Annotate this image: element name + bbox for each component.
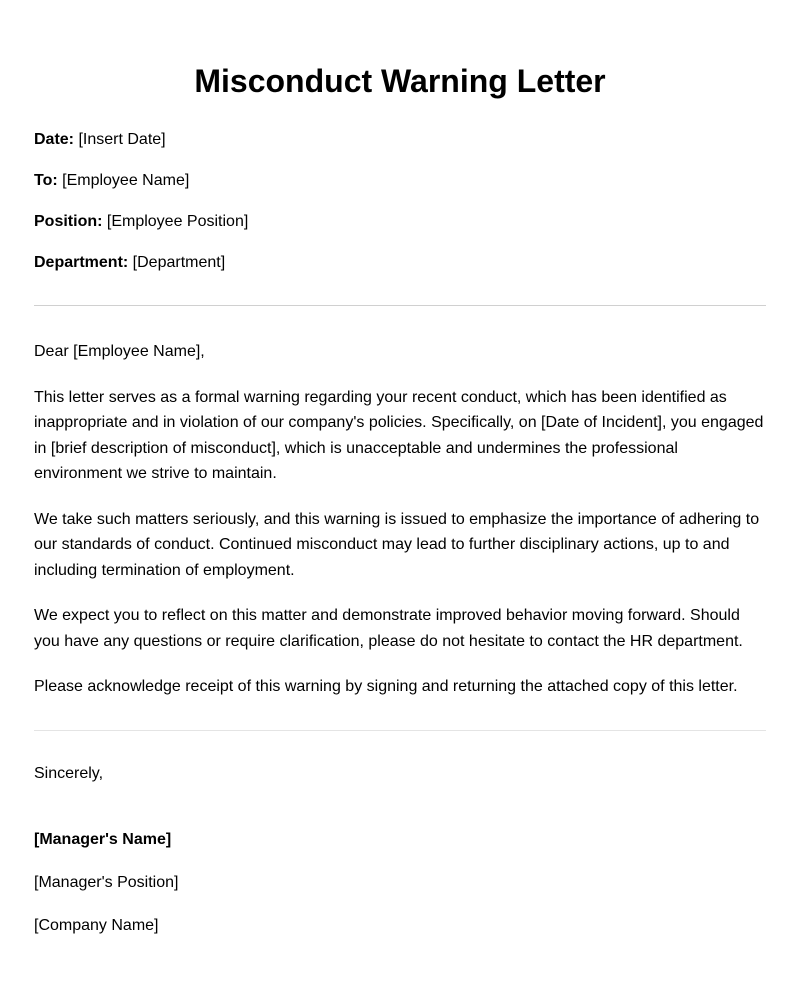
date-value: [Insert Date]	[74, 131, 166, 148]
paragraph: Please acknowledge receipt of this warning by signing and returning the attached copy of this letter.	[34, 678, 738, 695]
signature-block	[34, 830, 766, 936]
date-label: Date:	[34, 131, 75, 148]
position-field	[34, 212, 766, 232]
signature-divider	[34, 730, 766, 731]
paragraph: We expect you to reflect on this matter and demonstrate improved behavior moving forward. Should you have any questions or require clarification, please do not hesitate to contact the HR department.	[34, 607, 743, 650]
department-field	[34, 253, 766, 273]
paragraph: This letter serves as a formal warning regarding your recent conduct, which has been identified as inappropriate and in violation of our company's policies. Specifically, on [Date of Incident], you engaged in [brief description of misconduct], which is unacceptable and undermines the professional environment we strive to maintain.	[34, 388, 764, 482]
position-value: [Employee Position]	[102, 213, 249, 230]
header-fields	[34, 130, 766, 273]
paragraph: We take such matters seriously, and this warning is issued to emphasize the importance of adhering to our standards of conduct. Continued misconduct may lead to further disciplinary actions, up to and including termination of employment.	[34, 510, 760, 579]
company-name: [Company Name]	[34, 916, 159, 934]
manager-name: [Manager's Name]	[34, 830, 172, 848]
manager-position: [Manager's Position]	[34, 873, 179, 891]
salutation: Dear [Employee Name],	[34, 343, 205, 360]
department-value: [Department]	[128, 254, 226, 271]
to-label: To:	[34, 172, 58, 189]
to-field	[34, 171, 766, 191]
position-label: Position:	[34, 213, 103, 230]
page-title: Misconduct Warning Letter	[194, 63, 606, 99]
header-divider	[34, 305, 766, 306]
date-field	[34, 130, 766, 150]
to-value: [Employee Name]	[57, 172, 190, 189]
department-label: Department:	[34, 254, 129, 271]
letter-body	[34, 339, 766, 700]
closing: Sincerely,	[34, 764, 104, 782]
